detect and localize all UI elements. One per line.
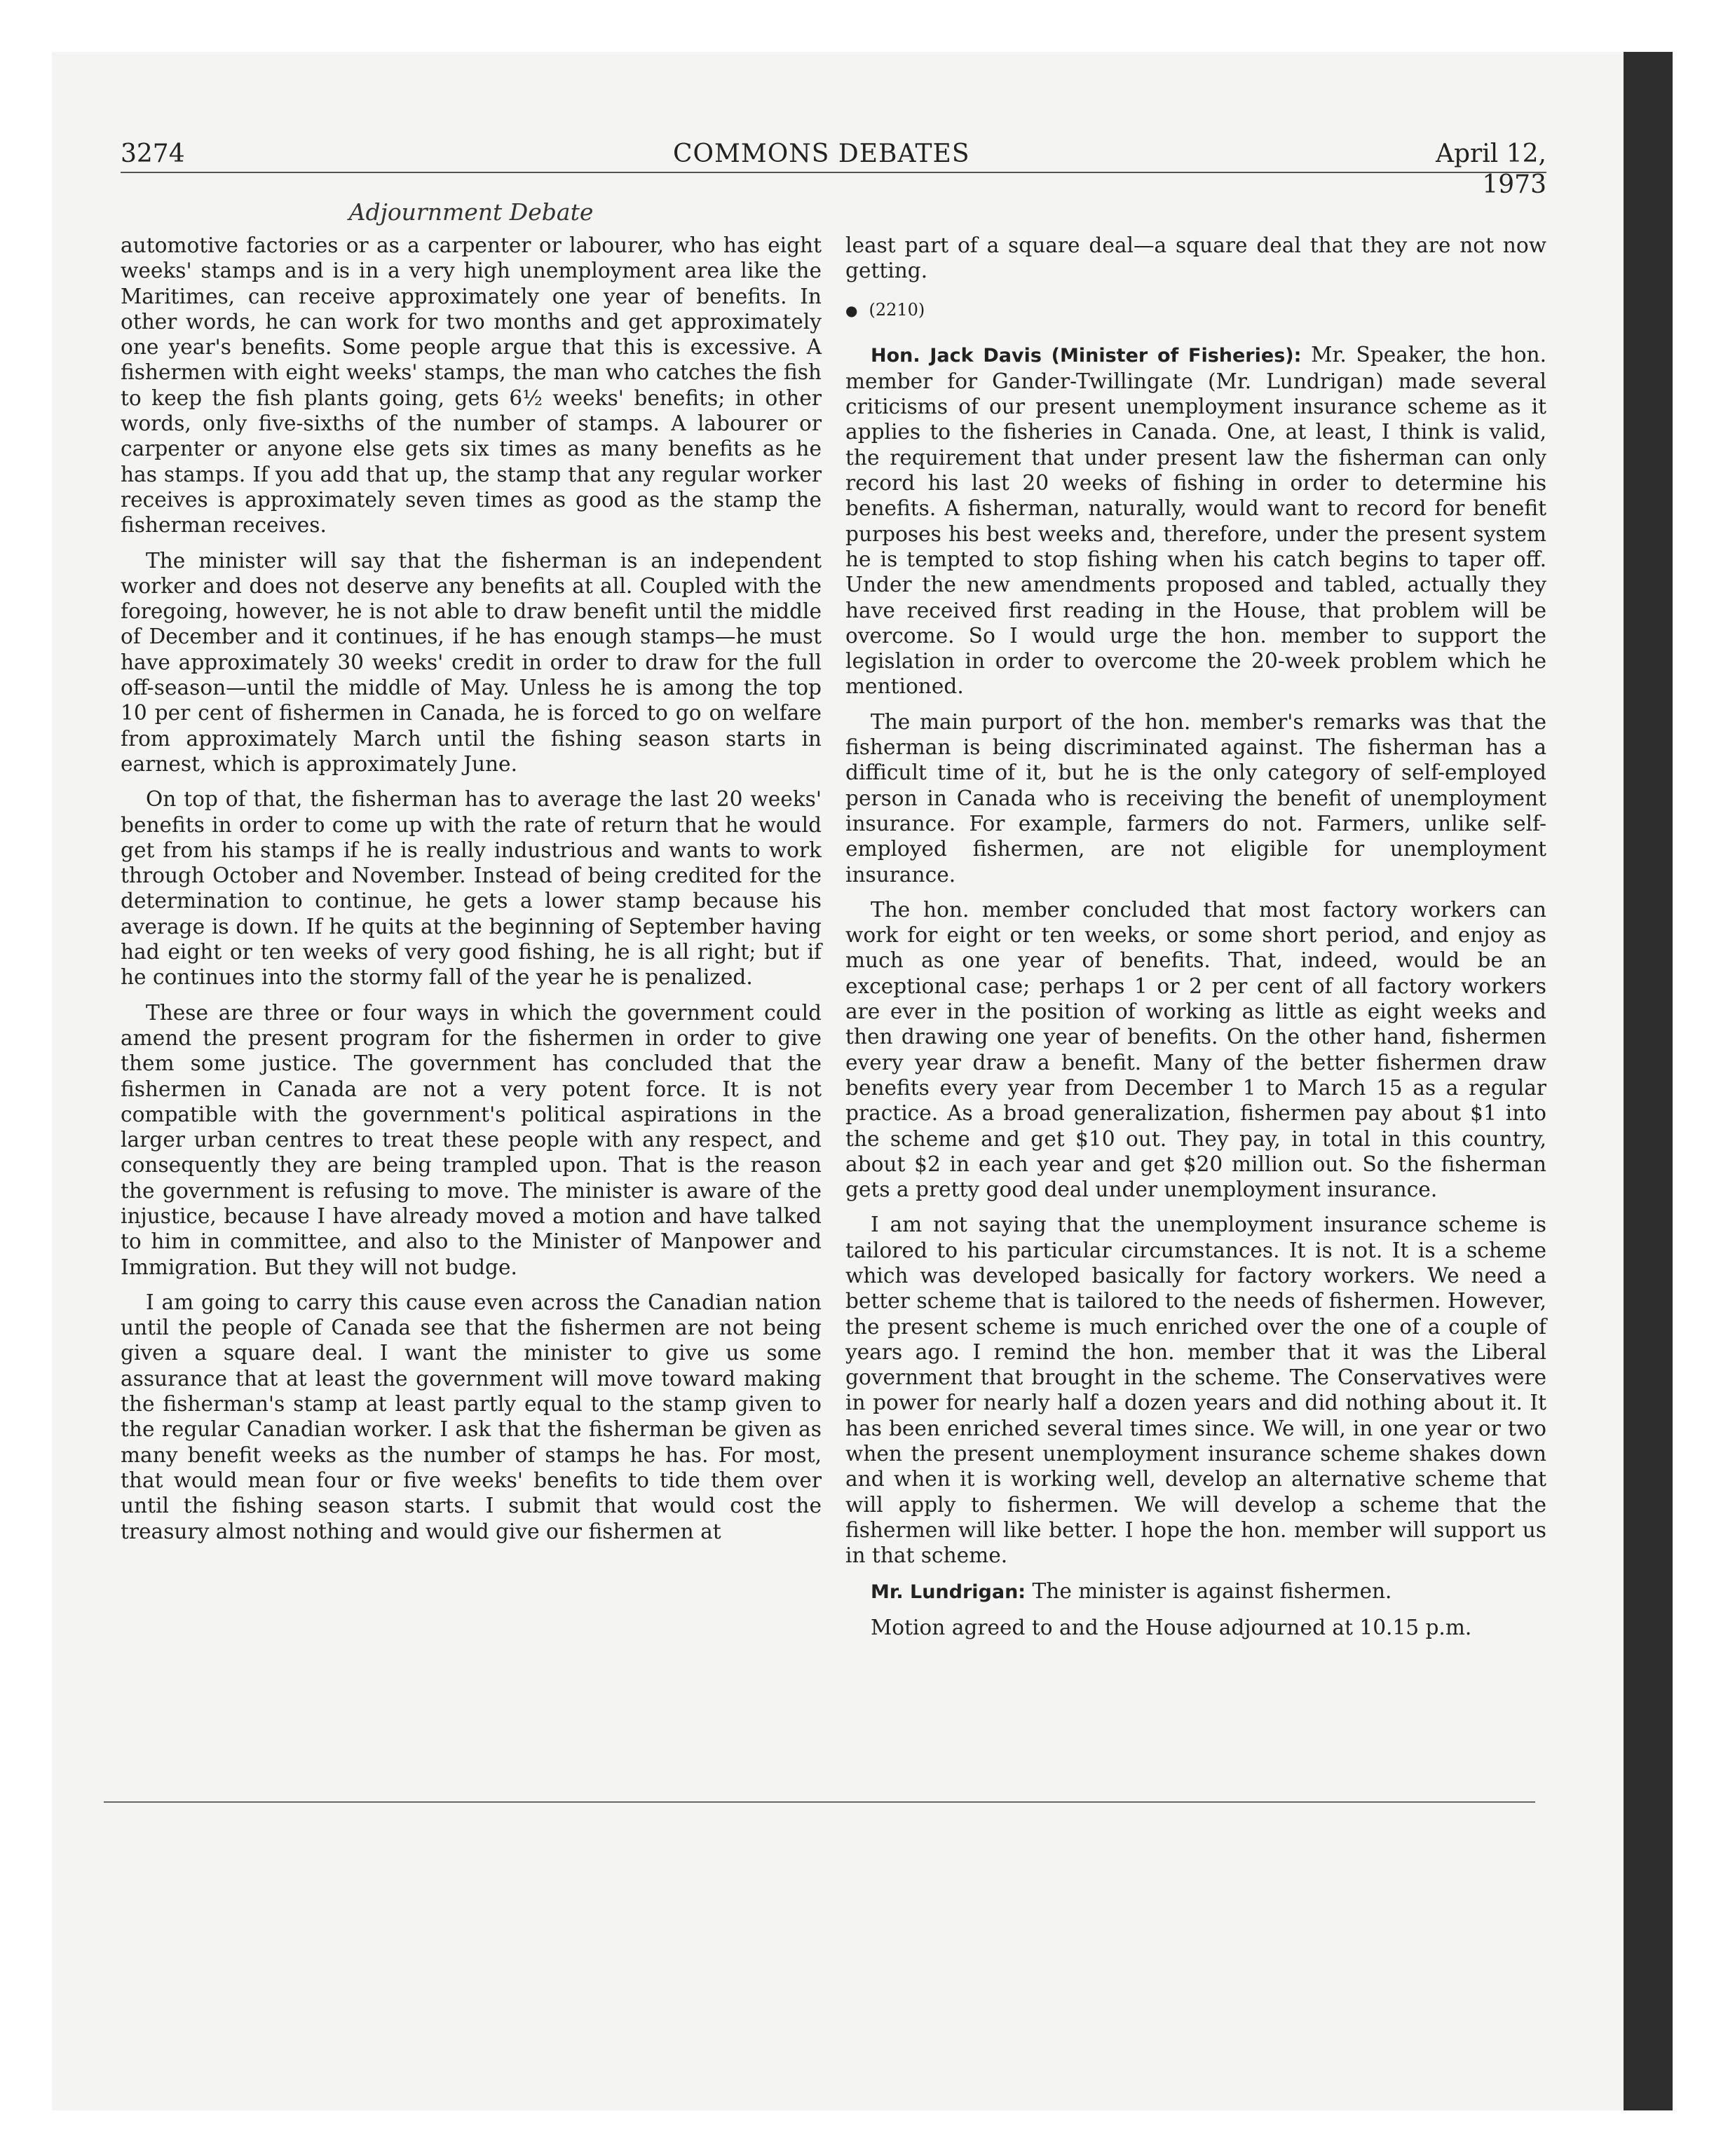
speech-text: Mr. Speaker, the hon. member for Gander-Twillingate (Mr. Lundrigan) made several criticisms of our present unemployment insurance scheme as it applies to the fisheries in Canada. One, at least, I think is valid, the requirement that under present law the fisherman can only record his last 20 weeks of fishing in order to determine his benefits. A fisherman, naturally, would want to record for benefit purposes his best weeks and, therefore, under the present system he is tempted to stop fishing when his catch begins to taper off. Under the new amendments proposed and tabled, actually they have received first reading in the House, that problem will be overcome. So I would urge the hon. member to support the legislation in order to overcome the 20-week problem which he mentioned.: [845, 342, 1546, 699]
paragraph: The main purport of the hon. member's remarks was that the fisherman is being discriminated against. The fisherman has a difficult time of it, but he is the only category of self-employed person in Canada who is receiving the benefit of unemployment insurance. For example, farmers do not. Farmers, unlike self-employed fishermen, are not eligible for unemployment insurance.: [845, 709, 1546, 887]
speech-paragraph: [845, 1578, 1546, 1605]
scan-edge-shadow: [1624, 52, 1673, 2110]
paragraph: The hon. member concluded that most factory workers can work for eight or ten weeks, or some short period, and enjoy as much as one year of benefits. That, indeed, would be an exceptional case; perhaps 1 or 2 per cent of all factory workers are ever in the position of working as little as eight weeks and then drawing one year of benefits. On the other hand, fishermen every year draw a benefit. Many of the better fishermen draw benefits every year from December 1 to March 15 as a regular practice. As a broad generalization, fishermen pay about $1 into the scheme and get $10 out. They pay, in total in this country, about $2 in each year and get $20 million out. So the fisherman gets a pretty good deal under unemployment insurance.: [845, 897, 1546, 1202]
paragraph: automotive factories or as a carpenter or labourer, who has eight weeks' stamps and is in a very high unemployment area like the Maritimes, can receive approximately one year of benefits. In other words, he can work for two months and get approximately one year's benefits. Some people argue that this is excessive. A fishermen with eight weeks' stamps, the man who catches the fish to keep the fish plants going, gets 6½ weeks' benefits; in other words, only five-sixths of the number of stamps. A labourer or carpenter or anyone else gets six times as many benefits as he has stamps. If you add that up, the stamp that any regular worker receives is approximately seven times as good as the stamp the fisherman receives.: [121, 233, 822, 538]
bullet-icon: ●: [845, 301, 858, 319]
paragraph: On top of that, the fisherman has to average the last 20 weeks' benefits in order to come up with the rate of return that he would get from his stamps if he is really industrious and wants to work through October and November. Instead of being credited for the determination to continue, he gets a lower stamp because his average is down. If he quits at the beginning of September having had eight or ten weeks of very good fishing, he is all right; but if he continues into the stormy fall of the year he is penalized.: [121, 787, 822, 990]
paragraph: I am going to carry this cause even across the Canadian nation until the people of Canada see that the fishermen are not being given a square deal. I want the minister to give us some assurance that at least the government will move toward making the fisherman's stamp at least partly equal to the stamp given to the regular Canadian worker. I ask that the fisherman be given as many benefit weeks as the number of stamps he has. For most, that would mean four or five weeks' benefits to tide them over until the fishing season starts. I submit that would cost the treasury almost nothing and would give our fishermen at: [121, 1290, 822, 1543]
time-marker-text: (2210): [869, 299, 925, 320]
paragraph: The minister will say that the fisherman is an independent worker and does not deserve any benefits at all. Coupled with the foregoing, however, he is not able to draw benefit until the middle of December and it continues, if he has enough stamps—he must have approximately 30 weeks' credit in order to draw for the full off-season—until the middle of May. Unless he is among the top 10 per cent of fishermen in Canada, he is forced to go on welfare from approximately March until the fishing season starts in earnest, which is approximately June.: [121, 548, 822, 776]
paragraph: These are three or four ways in which the government could amend the present program for the fishermen in order to give them some justice. The government has concluded that the fishermen in Canada are not a very potent force. It is not compatible with the government's political aspirations in the larger urban centres to treat these people with any respect, and consequently they are being trampled upon. That is the reason the government is refusing to move. The minister is aware of the injustice, because I have already moved a motion and have talked to him in committee, and also to the Minister of Manpower and Immigration. But they will not budge.: [121, 1000, 822, 1279]
left-column: [121, 233, 822, 1554]
section-subheading: Adjournment Debate: [348, 198, 594, 226]
header-rule: [121, 172, 1546, 173]
speaker-name: Hon. Jack Davis (Minister of Fisheries):: [871, 344, 1302, 367]
paragraph: I am not saying that the unemployment insurance scheme is tailored to his particular circumstances. It is not. It is a scheme which was developed basically for factory workers. We need a better scheme that is tailored to the needs of fishermen. However, the present scheme is much enriched over the one of a couple of years ago. I remind the hon. member that it was the Liberal government that brought in the scheme. The Conservatives were in power for nearly half a dozen years and did nothing about it. It has been enriched several times since. We will, in one year or two when the present unemployment insurance scheme shakes down and when it is working well, develop an alternative scheme that will apply to fishermen. We will develop a scheme that the fishermen will like better. I hope the hon. member will support us in that scheme.: [845, 1213, 1546, 1568]
footer-rule: [104, 1801, 1535, 1803]
speech-paragraph: [845, 342, 1546, 700]
closing-line: Motion agreed to and the House adjourned at 10.15 p.m.: [871, 1615, 1472, 1639]
publication-title: COMMONS DEBATES: [673, 139, 970, 168]
time-marker: [845, 299, 1546, 321]
right-column: [845, 233, 1546, 1650]
page-date: April 12, 1973: [1436, 139, 1546, 199]
paragraph: least part of a square deal—a square deal that they are not now getting.: [845, 233, 1546, 283]
speaker-name: Mr. Lundrigan:: [871, 1581, 1026, 1603]
speech-text: The minister is against fishermen.: [1032, 1578, 1392, 1603]
page-number: 3274: [121, 139, 185, 168]
